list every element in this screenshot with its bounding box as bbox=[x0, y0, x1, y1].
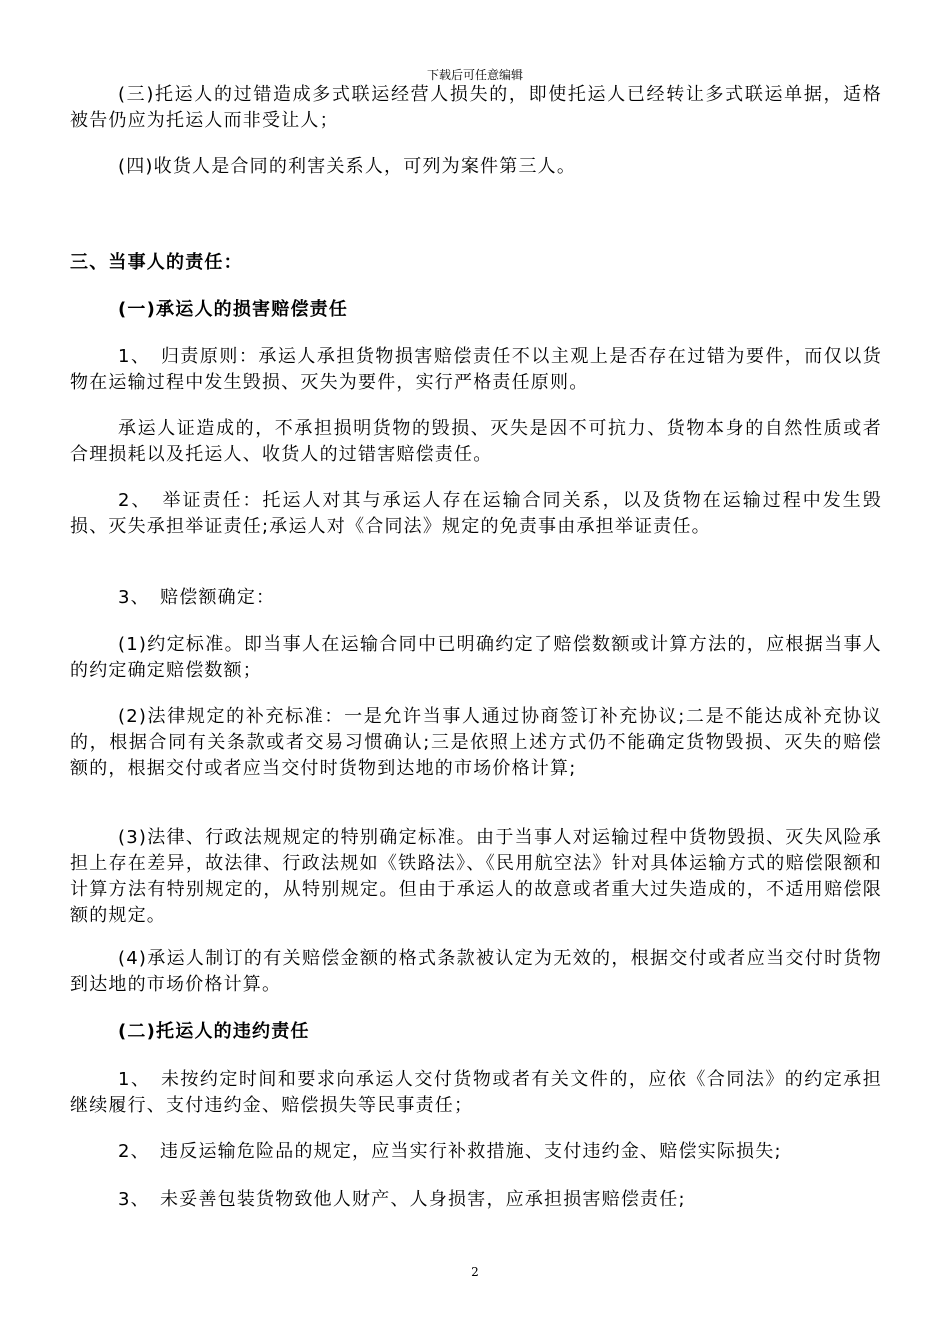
page-number: 2 bbox=[471, 1265, 479, 1279]
paragraph-carrier-exemption: 承运人证造成的，不承担损明货物的毁损、灭失是因不可抗力、货物本身的自然性质或者合理损耗以及托运人、收货人的过错害赔偿责任。 bbox=[70, 418, 882, 465]
paragraph-delivery-breach: 1、 未按约定时间和要求向承运人交付货物或者有关文件的，应依《合同法》的约定承担继续履行、支付违约金、赔偿损失等民事责任； bbox=[70, 1069, 882, 1116]
paragraph-dangerous-goods: 2、 违反运输危险品的规定，应当实行补救措施、支付违约金、赔偿实际损失; bbox=[118, 1141, 782, 1162]
header-note: 下载后可任意编辑 bbox=[426, 68, 523, 82]
section-heading-liability: 三、当事人的责任： bbox=[70, 252, 243, 273]
paragraph-liability-principle: 1、 归责原则：承运人承担货物损害赔偿责任不以主观上是否存在过错为要件，而仅以货物在运输过程中发生毁损、灭失为要件，实行严格责任原则。 bbox=[70, 346, 882, 393]
paragraph-consignee-third-party: (四)收货人是合同的利害关系人，可列为案件第三人。 bbox=[118, 156, 577, 177]
paragraph-supplementary-standard: (2)法律规定的补充标准：一是允许当事人通过协商签订补充协议;二是不能达成补充协议的，根据合同有关条款或者交易习惯确认;三是依照上述方式仍不能确定货物毁损、灭失的赔偿额的，根据交付或者应当交付时货物到达地的市场价格计算; bbox=[70, 706, 882, 779]
paragraph-invalid-format-clause: (4)承运人制订的有关赔偿金额的格式条款被认定为无效的，根据交付或者应当交付时货物到达地的市场价格计算。 bbox=[70, 948, 882, 995]
paragraph-compensation-amount: 3、 赔偿额确定： bbox=[118, 587, 276, 608]
paragraph-special-standard: (3)法律、行政法规规定的特别确定标准。由于当事人对运输过程中货物毁损、灭失风险承担上存在差异，故法律、行政法规如《铁路法》、《民用航空法》针对具体运输方式的赔偿限额和计算方法有特别规定的，从特别规定。但由于承运人的故意或者重大过失造成的，不适用赔偿限额的规定。 bbox=[70, 827, 882, 926]
paragraph-burden-of-proof: 2、 举证责任：托运人对其与承运人存在运输合同关系，以及货物在运输过程中发生毁损、灭失承担举证责任;承运人对《合同法》规定的免责事由承担举证责任。 bbox=[70, 490, 882, 537]
paragraph-agreed-standard: (1)约定标准。即当事人在运输合同中已明确约定了赔偿数额或计算方法的，应根据当事人的约定确定赔偿数额； bbox=[70, 634, 882, 681]
subsection-heading-consignor-liability: (二)托运人的违约责任 bbox=[118, 1021, 310, 1042]
subsection-heading-carrier-liability: (一)承运人的损害赔偿责任 bbox=[118, 299, 349, 320]
paragraph-consignor-fault: (三)托运人的过错造成多式联运经营人损失的，即使托运人已经转让多式联运单据，适格被告仍应为托运人而非受让人； bbox=[70, 84, 882, 131]
paragraph-improper-packaging: 3、 未妥善包装货物致他人财产、人身损害，应承担损害赔偿责任; bbox=[118, 1189, 686, 1210]
